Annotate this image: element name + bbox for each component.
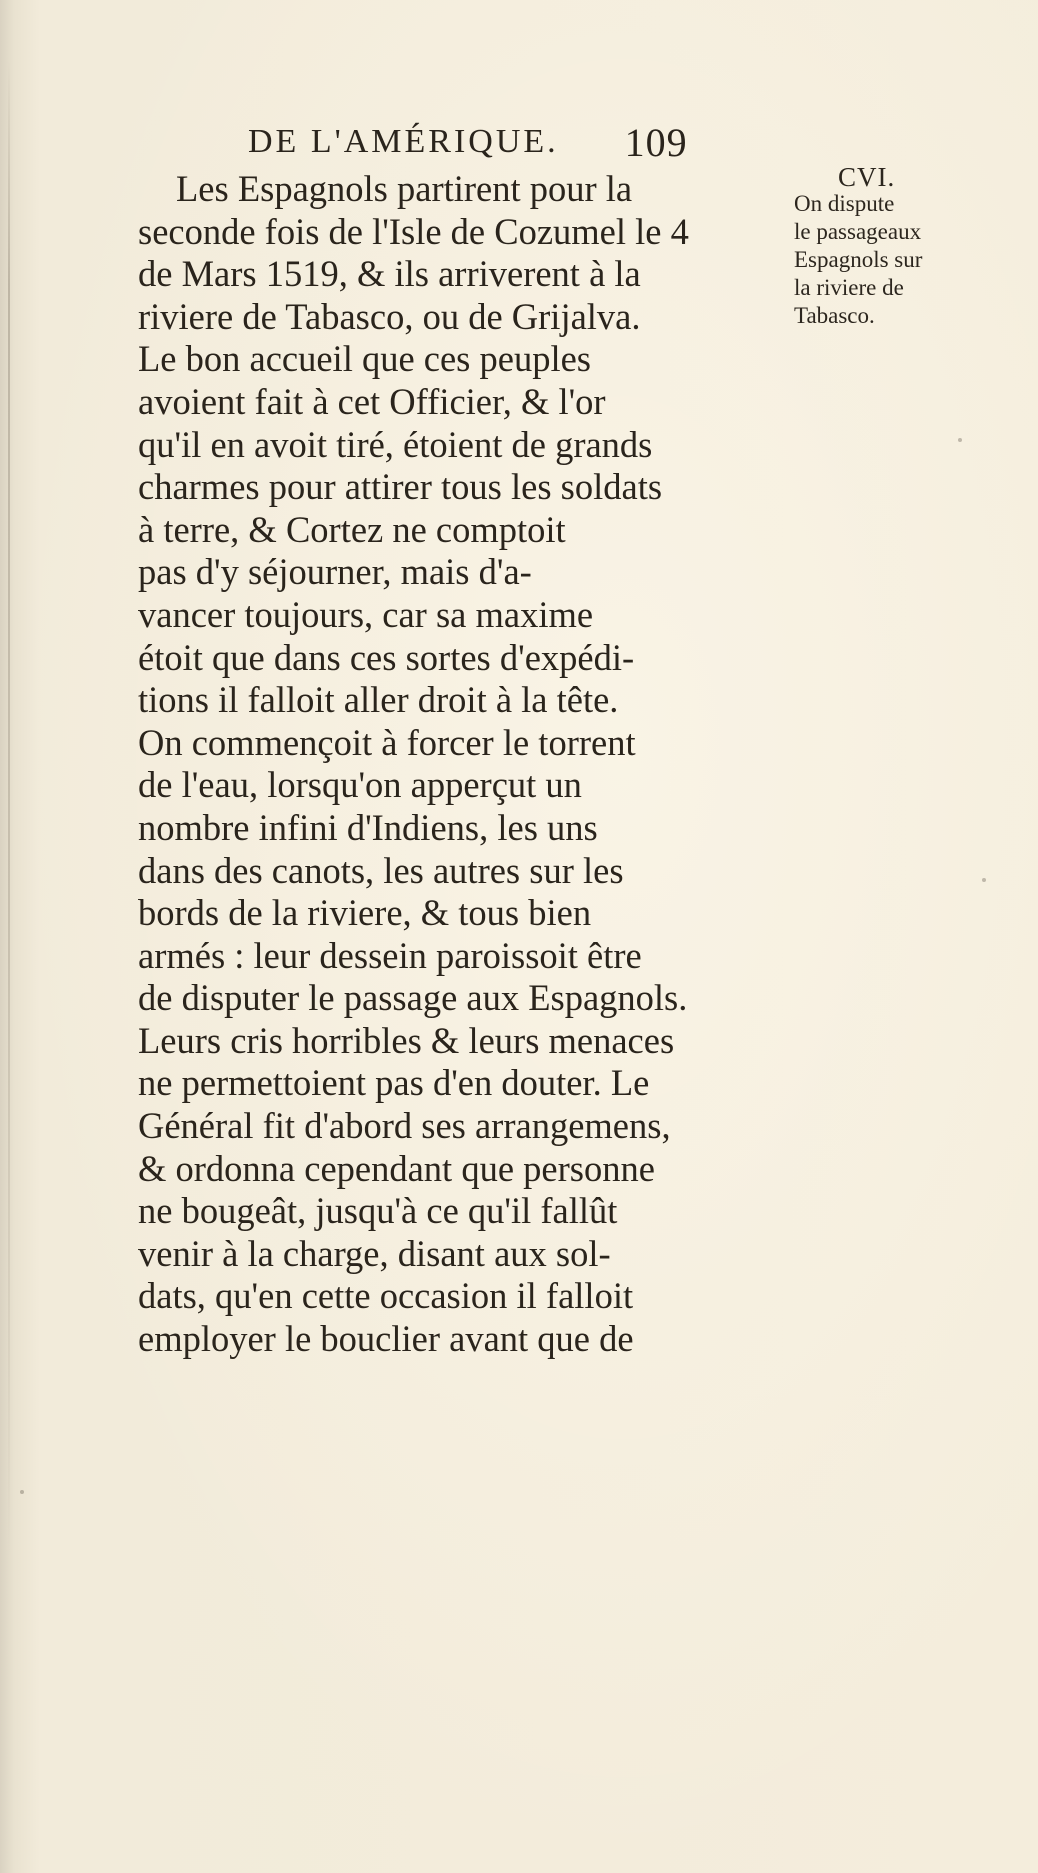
marginal-note <box>794 164 994 330</box>
body-text <box>138 168 778 1361</box>
text-line: Leurs cris horribles & leurs menaces <box>138 1019 675 1061</box>
text-line: de disputer le passage aux Espagnols. <box>138 977 688 1019</box>
marginal-note-line: Tabasco. <box>794 303 875 328</box>
paper-speck <box>982 878 986 882</box>
text-line: & ordonna cependant que personne <box>138 1147 655 1189</box>
text-line: Les Espagnols partirent pour la <box>176 168 633 209</box>
text-line: bords de la riviere, & tous bien <box>138 892 592 934</box>
running-title: DE L'AMÉRIQUE. <box>248 123 559 160</box>
text-line: Général fit d'abord ses arrangemens, <box>138 1105 671 1147</box>
text-line: dans des canots, les autres sur les <box>138 849 624 891</box>
text-line: seconde fois de l'Isle de Cozumel le 4 <box>138 210 689 252</box>
paper-speck <box>20 1490 24 1494</box>
text-line: ne bougeât, jusqu'à ce qu'il fallût <box>138 1190 618 1232</box>
marginal-note-line: le passageaux <box>794 219 922 244</box>
text-line: dats, qu'en cette occasion il falloit <box>138 1275 634 1317</box>
text-line: employer le bouclier avant que de <box>138 1318 634 1360</box>
text-line: pas d'y séjourner, mais d'a- <box>138 551 532 593</box>
text-line: étoit que dans ces sortes d'expédi- <box>138 636 635 678</box>
text-line: riviere de Tabasco, ou de Grijalva. <box>138 295 641 337</box>
text-line: nombre infini d'Indiens, les uns <box>138 806 598 848</box>
paper-speck <box>958 438 962 442</box>
page-number: 109 <box>624 119 688 165</box>
text-line: de l'eau, lorsqu'on apperçut un <box>138 764 582 806</box>
text-line: armés : leur dessein paroissoit être <box>138 934 642 976</box>
text-line: de Mars 1519, & ils arriverent à la <box>138 253 641 295</box>
text-line: avoient fait à cet Officier, & l'or <box>138 380 606 422</box>
text-line: venir à la charge, disant aux sol- <box>138 1232 611 1274</box>
text-line: vancer toujours, car sa maxime <box>138 593 594 635</box>
text-line: tions il falloit aller droit à la tête. <box>138 679 619 721</box>
marginal-note-line: On dispute <box>794 191 895 216</box>
binding-shadow <box>8 60 10 1560</box>
text-line: Le bon accueil que ces peuples <box>138 338 592 380</box>
text-line: à terre, & Cortez ne comptoit <box>138 508 566 550</box>
marginal-note-number: CVI. <box>838 162 896 192</box>
text-line: qu'il en avoit tiré, étoient de grands <box>138 423 653 465</box>
page-header <box>248 116 808 168</box>
marginal-note-line: Espagnols sur <box>794 247 923 272</box>
text-line: charmes pour attirer tous les soldats <box>138 466 663 508</box>
text-line: ne permettoient pas d'en douter. Le <box>138 1062 650 1104</box>
text-line: On commençoit à forcer le torrent <box>138 721 636 763</box>
marginal-note-line: la riviere de <box>794 275 904 300</box>
